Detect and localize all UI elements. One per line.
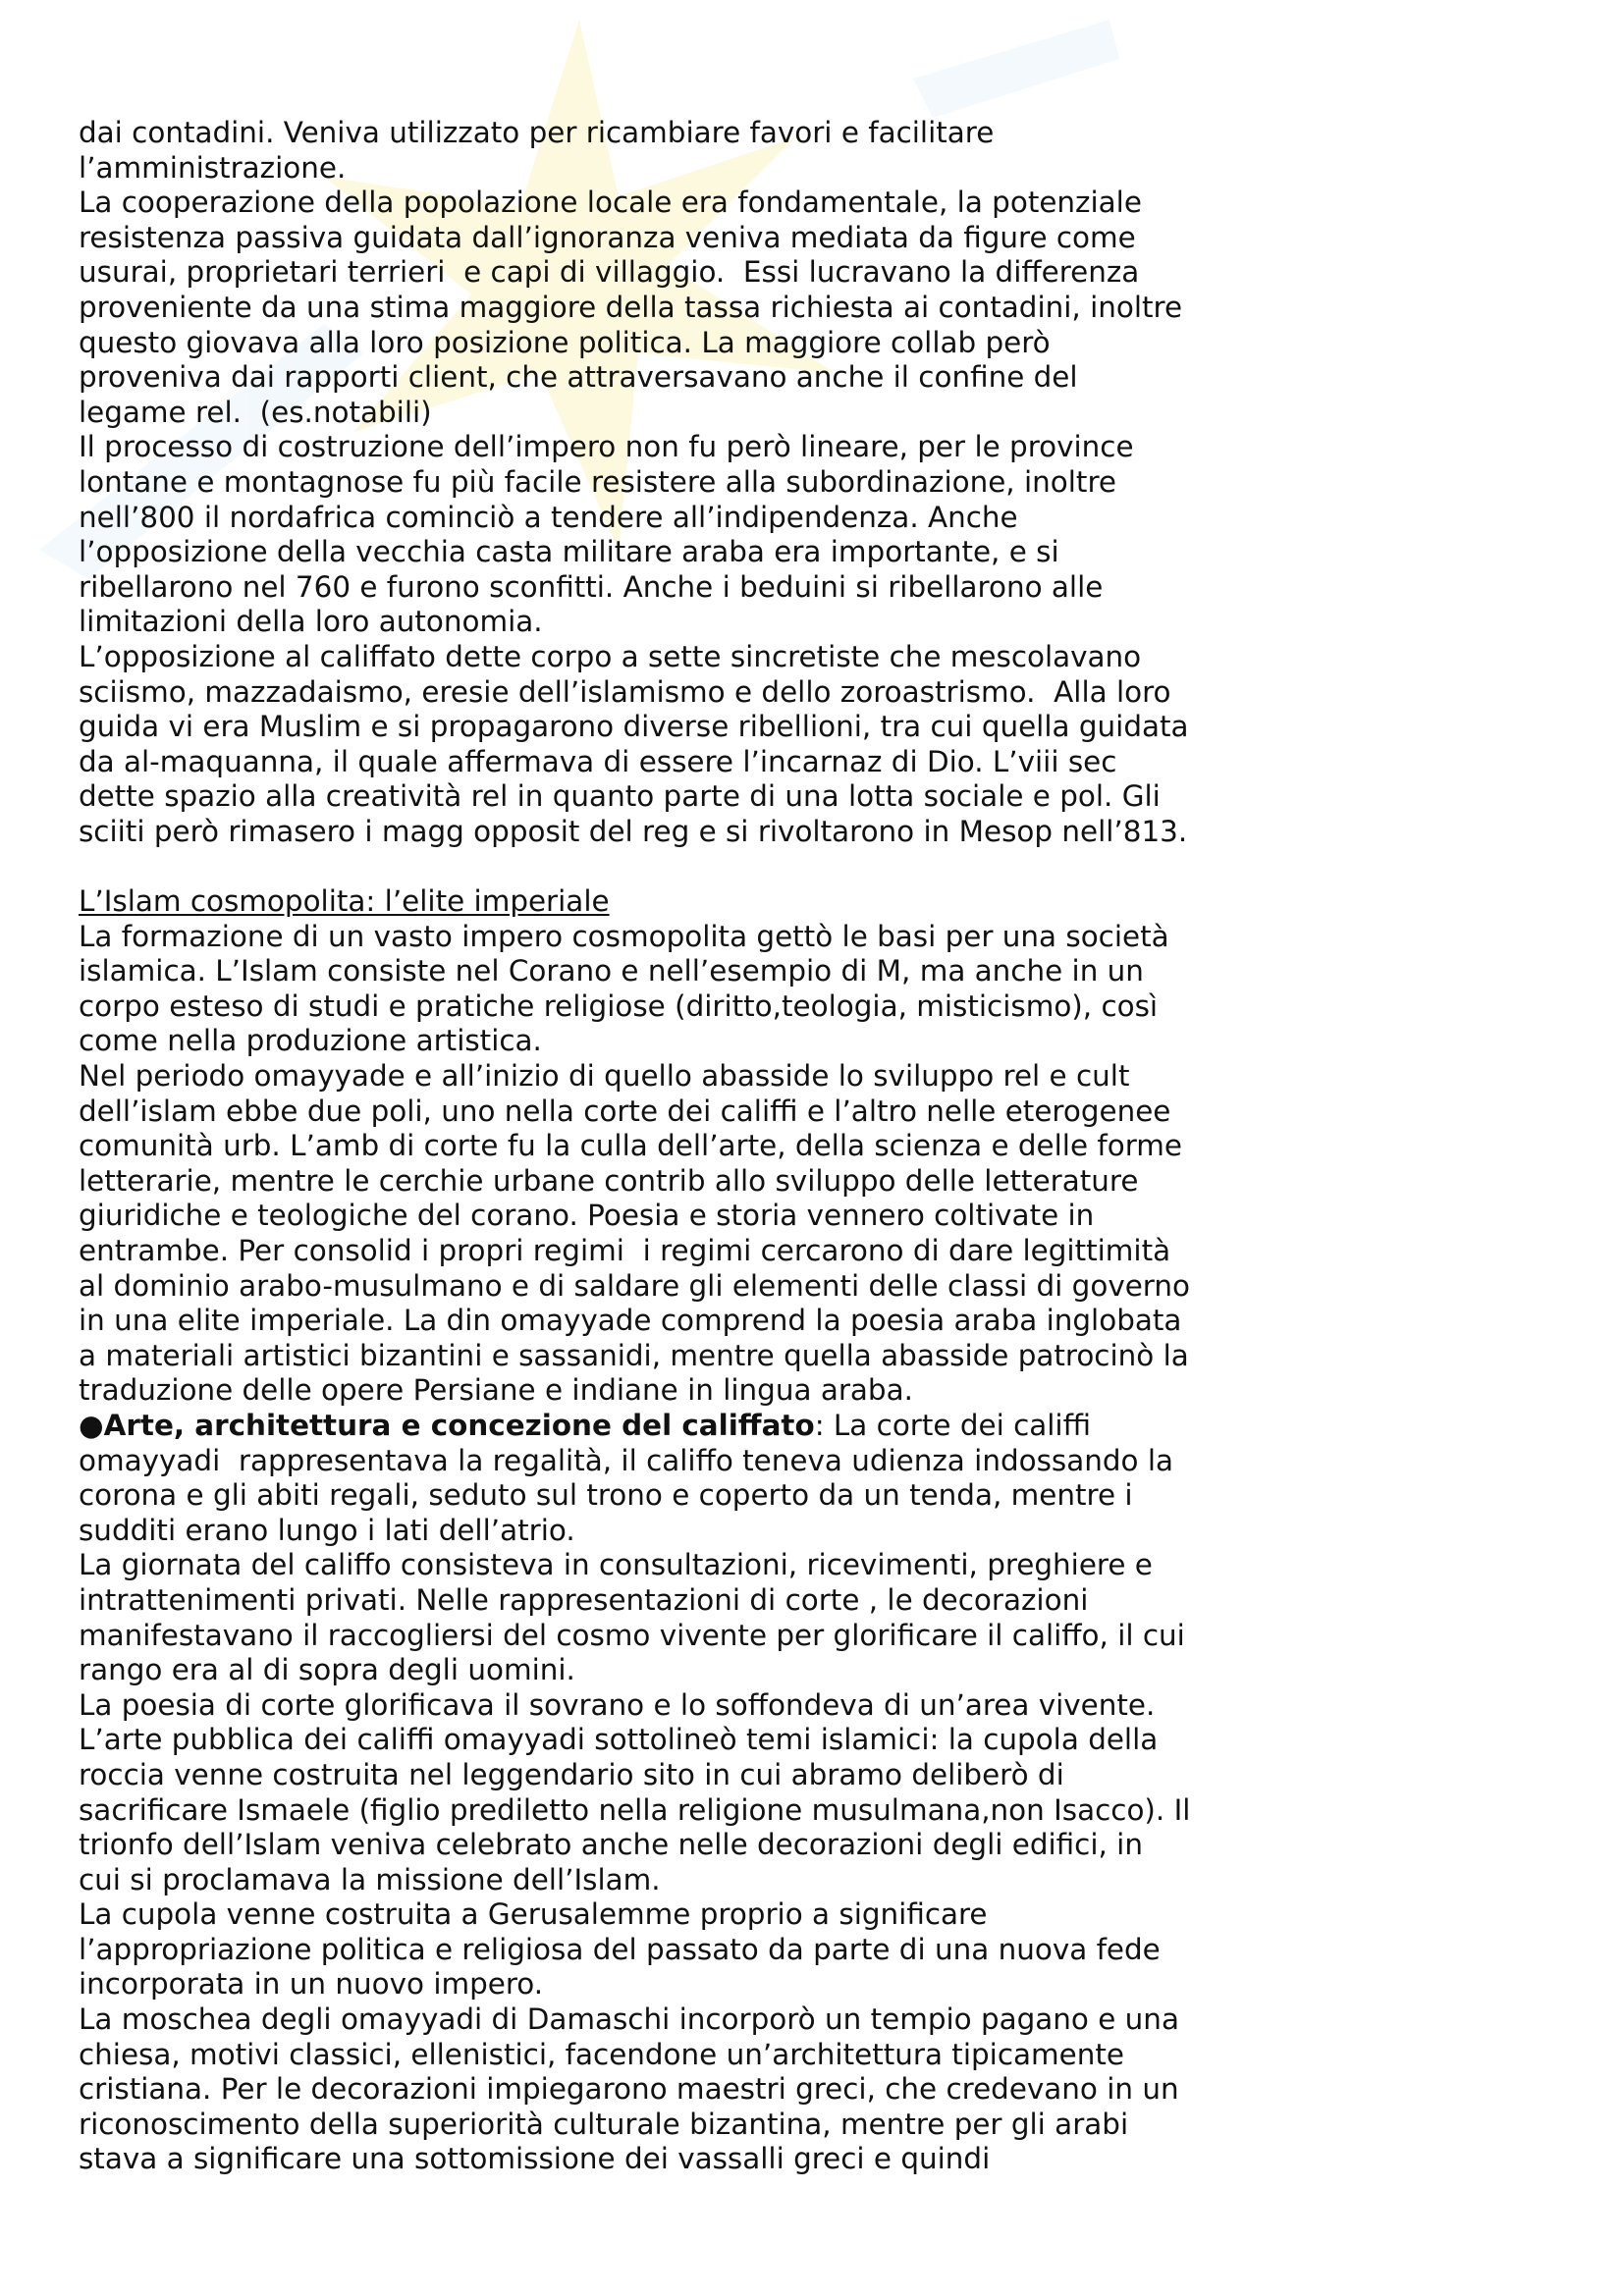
text-line: giuridiche e teologiche del corano. Poesia e storia vennero coltivate in (79, 1199, 1095, 1233)
text-line: corona e gli abiti regali, seduto sul trono e coperto da un tenda, mentre i (79, 1478, 1133, 1513)
text-line: La cooperazione della popolazione locale era fondamentale, la potenziale (79, 186, 1142, 220)
text-line: legame rel. (es.notabili) (79, 395, 432, 429)
text-line: in una elite imperiale. La din omayyade comprend la poesia araba inglobata (79, 1304, 1182, 1338)
text-line: comunità urb. L’amb di corte fu la culla dell’arte, della scienza e delle forme (79, 1129, 1182, 1163)
text-line: da al-maquanna, il quale affermava di essere l’incarnaz di Dio. L’viii sec (79, 744, 1117, 778)
text-line: Nel periodo omayyade e all’inizio di quello abasside lo sviluppo rel e cult (79, 1059, 1130, 1094)
text-line: rango era al di sopra degli uomini. (79, 1653, 575, 1687)
text-line: islamica. L’Islam consiste nel Corano e nell’esempio di M, ma anche in un (79, 954, 1144, 988)
text-line: roccia venne costruita nel leggendario sito in cui abramo deliberò di (79, 1757, 1064, 1791)
text-line: sacrificare Ismaele (figlio prediletto nella religione musulmana,non Isacco). Il (79, 1792, 1191, 1827)
text-line: l’amministrazione. (79, 150, 347, 185)
bullet-item-arte (79, 1409, 1257, 1444)
text-line: L’arte pubblica dei califfi omayyadi sottolineò temi islamici: la cupola della (79, 1723, 1159, 1757)
text-line: lontane e montagnose fu più facile resistere alla subordinazione, inoltre (79, 464, 1116, 499)
text-line: cristiana. Per le decorazioni impiegarono maestri greci, che credevano in un (79, 2072, 1179, 2107)
text-line: sudditi erano lungo i lati dell’atrio. (79, 1513, 575, 1547)
text-line: ribellarono nel 760 e furono sconfitti. Anche i beduini si ribellarono alle (79, 569, 1104, 604)
text-line: intrattenimenti privati. Nelle rappresentazioni di corte , le decorazioni (79, 1582, 1089, 1617)
text-line: La poesia di corte glorificava il sovrano e lo soffondeva di un’area vivente. (79, 1687, 1156, 1722)
text-line: omayyadi rappresentava la regalità, il califfo teneva udienza indossando la (79, 1443, 1174, 1477)
bullet-marker: ● (79, 1408, 104, 1442)
bullet-title: Arte, architettura e concezione del califfato (103, 1408, 815, 1442)
text-line: dai contadini. Veniva utilizzato per ricambiare favori e facilitare (79, 116, 995, 149)
text-line: entrambe. Per consolid i propri regimi i regimi cercarono di dare legittimità (79, 1234, 1171, 1267)
text-line: usurai, proprietari terrieri e capi di villaggio. Essi lucravano la differenza (79, 255, 1140, 290)
text-line: l’opposizione della vecchia casta militare araba era importante, e si (79, 535, 1059, 569)
text-line: Il processo di costruzione dell’impero non fu però lineare, per le province (79, 430, 1134, 464)
text-line: questo giovava alla loro posizione politica. La maggiore collab però (79, 325, 1051, 359)
blank-line (79, 849, 1257, 884)
text-line: l’appropriazione politica e religiosa del passato da parte di una nuova fede (79, 1932, 1161, 1966)
section-heading: L’Islam cosmopolita: l’elite imperiale (79, 884, 610, 919)
document-page (79, 116, 1257, 2177)
paragraph-block-governance (79, 116, 1257, 849)
paragraph-block-califfato (79, 1444, 1257, 2177)
text-line: La cupola venne costruita a Gerusalemme proprio a significare (79, 1897, 988, 1932)
text-line: La giornata del califfo consisteva in consultazioni, ricevimenti, preghiere e (79, 1548, 1153, 1582)
text-line: dette spazio alla creatività rel in quanto parte di una lotta sociale e pol. Gli (79, 779, 1161, 814)
text-line: al dominio arabo-musulmano e di saldare gli elementi delle classi di governo (79, 1268, 1190, 1303)
text-line: traduzione delle opere Persiane e indiane in lingua araba. (79, 1373, 913, 1408)
text-line: sciiti però rimasero i magg opposit del reg e si rivoltarono in Mesop nell’813. (79, 814, 1188, 848)
text-line: limitazioni della loro autonomia. (79, 605, 543, 639)
text-line: La moschea degli omayyadi di Damaschi incorporò un tempio pagano e una (79, 2002, 1179, 2037)
text-line: come nella produzione artistica. (79, 1024, 542, 1058)
text-line: a materiali artistici bizantini e sassanidi, mentre quella abasside patrocinò la (79, 1338, 1189, 1372)
text-line: resistenza passiva guidata dall’ignoranza veniva mediata da figure come (79, 220, 1136, 254)
bullet-first-line-rest: : La corte dei califfi (814, 1408, 1091, 1442)
text-line: La formazione di un vasto impero cosmopolita gettò le basi per una società (79, 919, 1169, 953)
paragraph-block-islam-cosmopolita (79, 920, 1257, 1409)
text-line: dell’islam ebbe due poli, uno nella corte dei califfi e l’altro nelle eterogenee (79, 1094, 1171, 1128)
text-line: stava a significare una sottomissione dei vassalli greci e quindi (79, 2142, 991, 2176)
text-line: proveniente da una stima maggiore della tassa richiesta ai contadini, inoltre (79, 290, 1183, 324)
text-line: nell’800 il nordafrica cominciò a tendere all’indipendenza. Anche (79, 500, 1018, 534)
text-line: manifestavano il raccogliersi del cosmo vivente per glorificare il califfo, il cui (79, 1618, 1185, 1652)
text-line: incorporata in un nuovo impero. (79, 1967, 544, 2002)
text-line: chiesa, motivi classici, ellenistici, facendone un’architettura tipicamente (79, 2037, 1124, 2071)
text-line: guida vi era Muslim e si propagarono diverse ribellioni, tra cui quella guidata (79, 710, 1189, 744)
text-line: letterarie, mentre le cerchie urbane contrib allo sviluppo delle letterature (79, 1163, 1139, 1198)
text-line: proveniva dai rapporti client, che attraversavano anche il confine del (79, 360, 1078, 395)
text-line: trionfo dell’Islam veniva celebrato anche nelle decorazioni degli edifici, in (79, 1828, 1143, 1862)
text-line: riconoscimento della superiorità culturale bizantina, mentre per gli arabi (79, 2107, 1129, 2141)
text-line: sciismo, mazzadaismo, eresie dell’islamismo e dello zoroastrismo. Alla loro (79, 674, 1171, 709)
text-line: L’opposizione al califfato dette corpo a sette sincretiste che mescolavano (79, 639, 1142, 673)
text-line: corpo esteso di studi e pratiche religiose (diritto,teologia, misticismo), così (79, 988, 1159, 1023)
text-line: cui si proclamava la missione dell’Islam. (79, 1862, 661, 1896)
